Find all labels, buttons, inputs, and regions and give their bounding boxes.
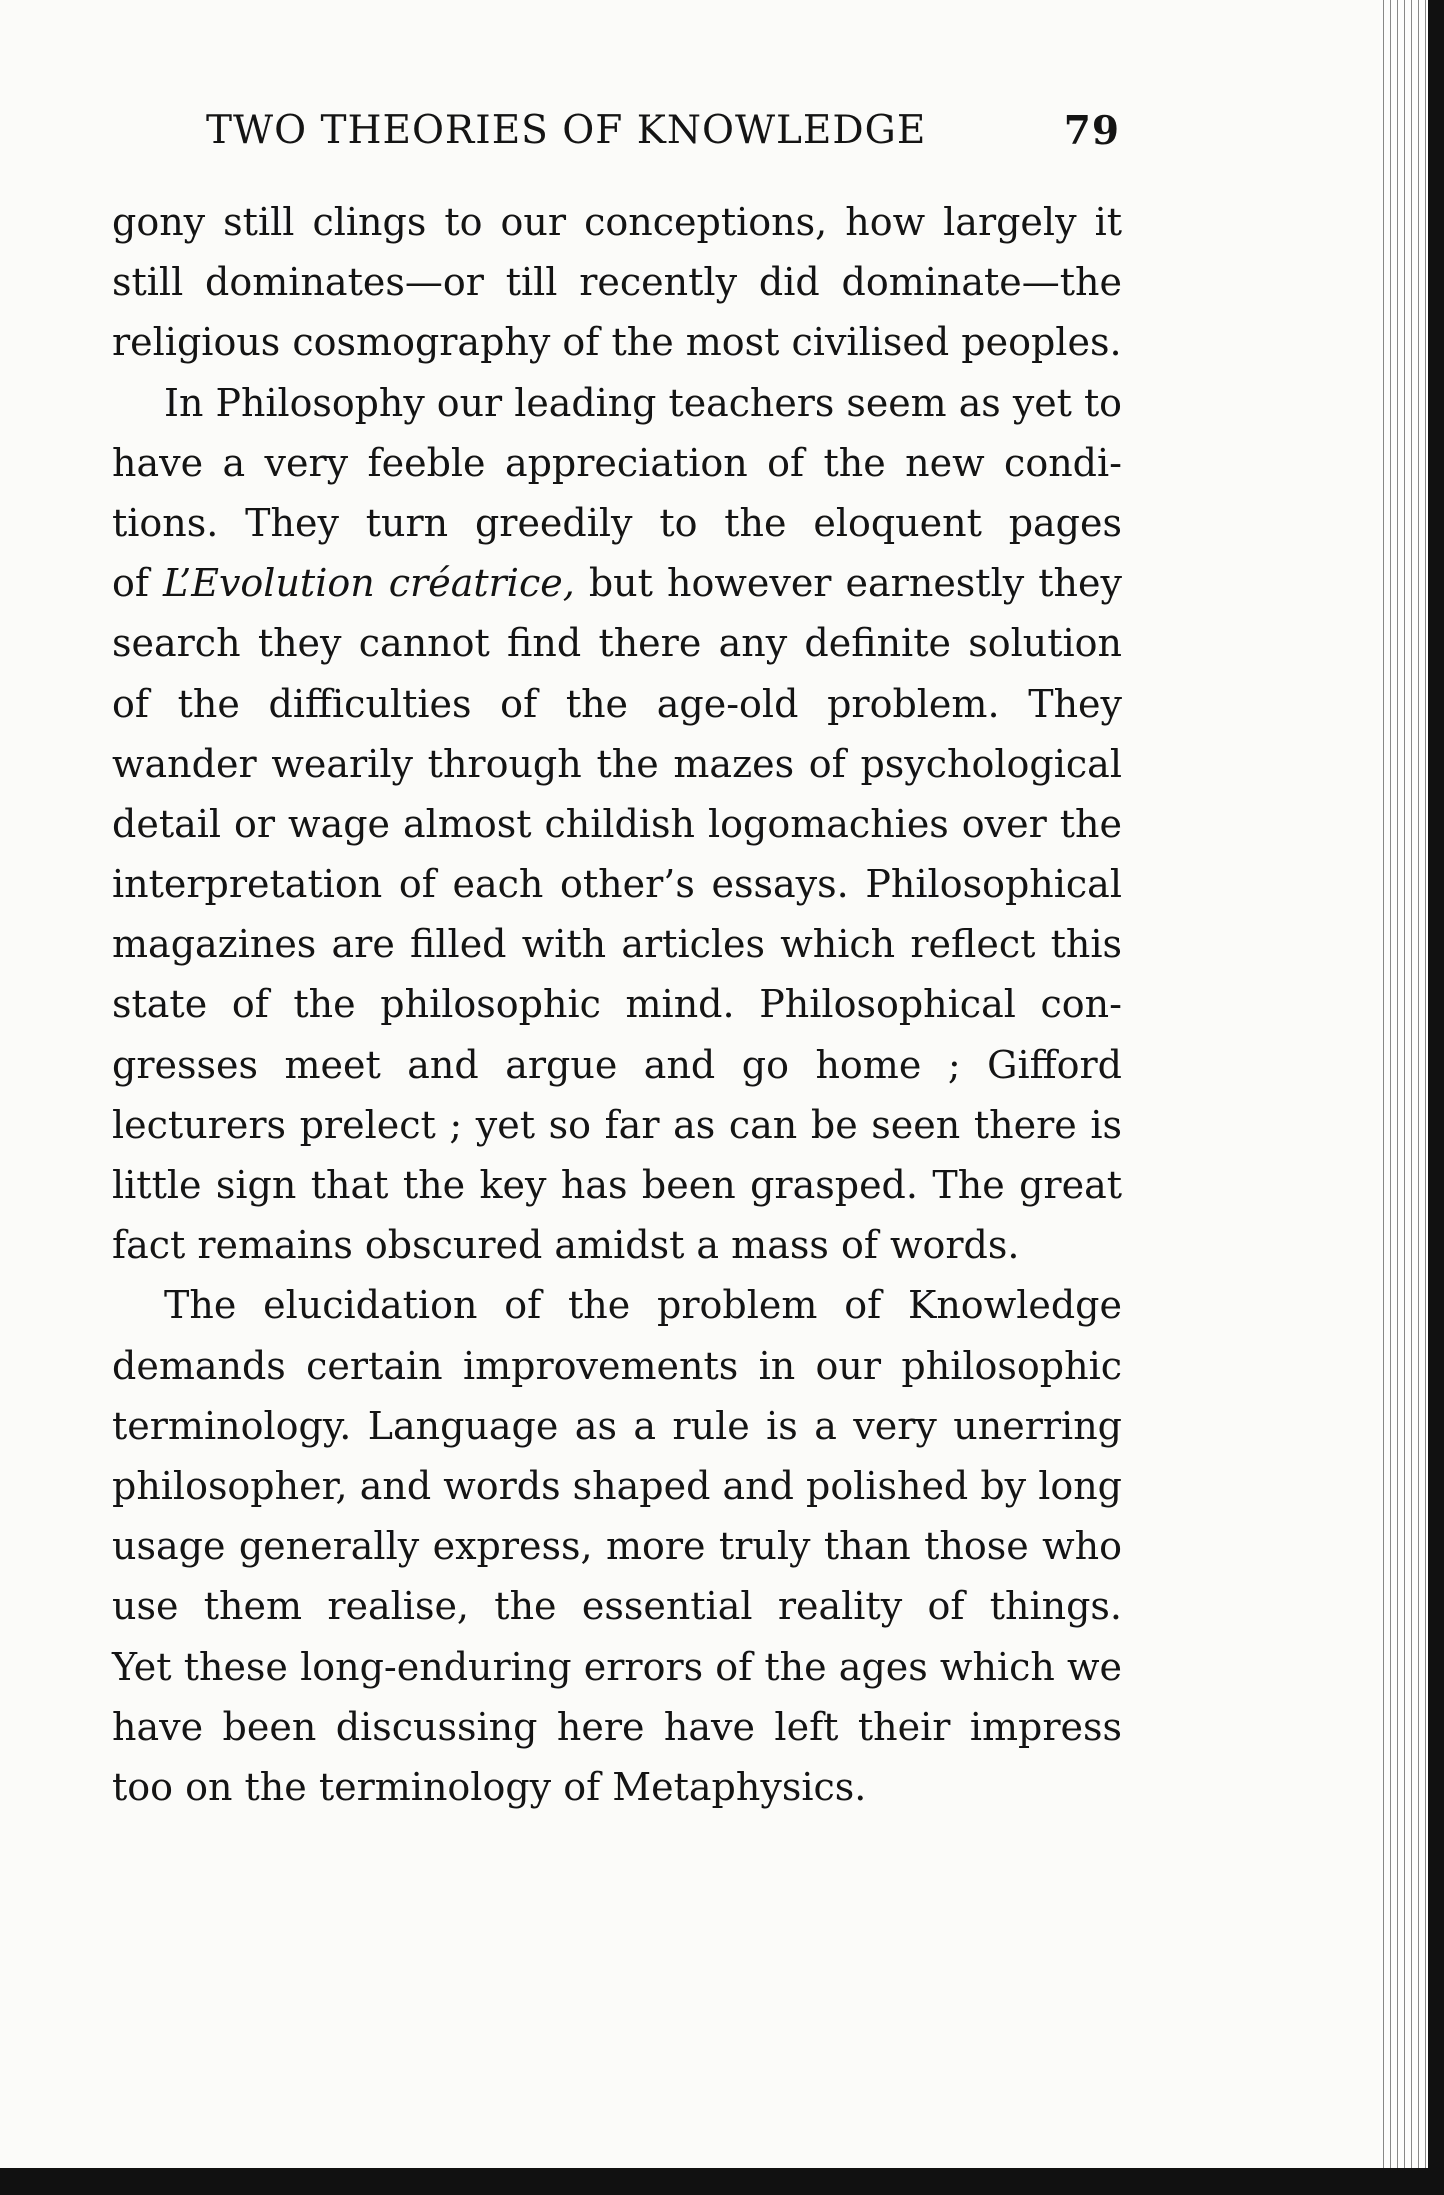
text-line: gresses meet and argue and go home ; Gifford xyxy=(112,1042,1122,1087)
text-line: search they cannot find there any definite solution xyxy=(112,621,1122,666)
page-number: 79 xyxy=(1063,108,1120,154)
text-line: of the difficulties of the age-old problem. They xyxy=(112,681,1122,726)
text-line: fact remains obscured amidst a mass of words. xyxy=(112,1223,1020,1268)
text-fragment: of xyxy=(112,561,149,606)
text-line: detail or wage almost childish logomachies over the xyxy=(112,801,1122,846)
text-line: lecturers prelect ; yet so far as can be seen there is xyxy=(112,1102,1122,1147)
text-fragment: but however earnestly they xyxy=(588,561,1122,606)
text-line: philosopher, and words shaped and polished by long xyxy=(112,1463,1122,1508)
body-text xyxy=(112,192,1122,1817)
text-line: too on the terminology of Metaphysics. xyxy=(112,1764,867,1809)
text-line: little sign that the key has been grasped. The great xyxy=(112,1163,1122,1207)
page-edge xyxy=(1428,0,1444,2195)
text-line: terminology. Language as a rule is a very unerring xyxy=(112,1403,1122,1448)
text-line: tions. They turn greedily to the eloquent pages xyxy=(112,500,1122,545)
text-line: magazines are filled with articles which reflect this xyxy=(112,922,1122,967)
text-line: usage generally express, more truly than those who xyxy=(112,1524,1122,1569)
page-header xyxy=(206,108,1120,164)
text-line xyxy=(112,553,1122,613)
text-line: state of the philosophic mind. Philosophical con- xyxy=(112,982,1122,1027)
text-line: religious cosmography of the most civilised peoples. xyxy=(112,320,1122,365)
running-head: TWO THEORIES OF KNOWLEDGE xyxy=(206,108,927,153)
text-line: Yet these long-enduring errors of the ages which we xyxy=(112,1644,1122,1689)
text-line: The elucidation of the problem of Knowledge xyxy=(164,1283,1122,1328)
text-line: interpretation of each other’s essays. Philosophical xyxy=(112,862,1122,907)
scan-border xyxy=(0,2168,1444,2195)
text-line: gony still clings to our conceptions, how largely it xyxy=(112,200,1122,244)
text-line: demands certain improvements in our philosophic xyxy=(112,1343,1122,1388)
text-line: have a very feeble appreciation of the new condi- xyxy=(112,440,1122,485)
text-line: In Philosophy our leading teachers seem as yet to xyxy=(164,380,1122,425)
text-line: use them realise, the essential reality of things. xyxy=(112,1584,1122,1629)
text-line: have been discussing here have left their impress xyxy=(112,1704,1122,1749)
text-line: still dominates—or till recently did dominate—the xyxy=(112,260,1122,305)
text-line: wander wearily through the mazes of psychological xyxy=(112,741,1122,786)
book-title: L’Evolution créatrice, xyxy=(163,561,575,606)
